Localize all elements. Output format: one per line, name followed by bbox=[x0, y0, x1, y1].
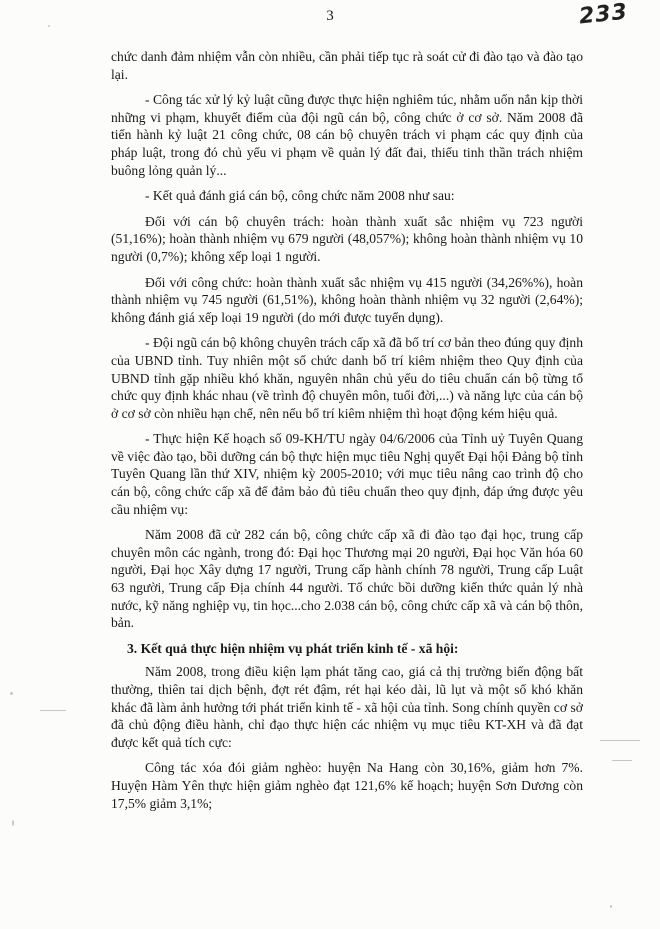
scan-speck bbox=[612, 760, 632, 761]
paragraph: - Đội ngũ cán bộ không chuyên trách cấp xã đã bố trí cơ bản theo đúng quy định của UBND tỉnh. Tuy nhiên một số chức danh bố trí kiêm nhiệm theo Quy định của UBND tỉnh gặp nhiều khó khăn, nguyên nhân chủ yếu do tiêu chuẩn cán bộ từng tổ chức quy định khác nhau (về trình độ chuyên môn, tuổi đời,...) và năng lực của cán bộ ở cơ sở còn nhiều hạn chế, nên nếu bố trí kiêm nhiệm thì hoạt động kém hiệu quả. bbox=[111, 335, 583, 421]
paragraph: - Thực hiện Kế hoạch số 09-KH/TU ngày 04/6/2006 của Tỉnh uỷ Tuyên Quang về việc đào tạo, bồi dưỡng cán bộ thực hiện mục tiêu Nghị quyết Đại hội Đảng bộ tỉnh Tuyên Quang lần thứ XIV, nhiệm kỳ 2005-2010; với mục tiêu nâng cao trình độ cho cán bộ, công chức cấp xã để đảm bảo đủ tiêu chuẩn theo quy định, đáp ứng được yêu cầu nhiệm vụ: bbox=[111, 431, 583, 517]
handwritten-page-mark: 233 bbox=[577, 0, 630, 30]
paragraph: Năm 2008 đã cử 282 cán bộ, công chức cấp xã đi đào tạo đại học, trung cấp chuyên môn các ngành, trong đó: Đại học Thương mại 20 người, Đại học Văn hóa 60 người, Đại học Xây dựng 17 người, Trung cấp hành chính 78 người, Trung cấp Luật 63 người, Trung cấp Địa chính 44 người. Tổ chức bồi dưỡng kiến thức quản lý nhà nước, kỹ năng nghiệp vụ, tin học...cho 2.038 cán bộ, công chức cấp xã và cán bộ thôn, bản. bbox=[111, 527, 583, 631]
section-heading: 3. Kết quả thực hiện nhiệm vụ phát triển kinh tế - xã hội: bbox=[127, 640, 459, 656]
scan-speck bbox=[40, 710, 66, 711]
paragraph: Công tác xóa đói giảm nghèo: huyện Na Hang còn 30,16%, giảm hơn 7%. Huyện Hàm Yên thực hiện giảm nghèo đạt 121,6% kế hoạch; huyện Sơn Dương còn 17,5% giảm 3,1%; bbox=[111, 760, 583, 811]
scan-speck bbox=[48, 25, 50, 27]
paragraph: Đối với công chức: hoàn thành xuất sắc nhiệm vụ 415 người (34,26%%), hoàn thành nhiệm vụ 745 người (61,51%), không hoàn thành nhiệm vụ 32 người (2,64%); không đánh giá xếp loại 19 người (do mới được tuyển dụng). bbox=[111, 274, 583, 325]
paragraph: Năm 2008, trong điều kiện lạm phát tăng cao, giá cả thị trường biến động bất thường, thiên tai dịch bệnh, đợt rét đậm, rét hại kéo dài, lũ lụt và một số khó khăn khác đã làm ảnh hưởng tới phát triển kinh tế - xã hội của tỉnh. Song chính quyền cơ sở đã chủ động điều hành, chỉ đạo thực hiện các nhiệm vụ mục tiêu KT-XH và đã đạt được kết quả tích cực: bbox=[111, 664, 583, 750]
scan-speck bbox=[600, 740, 640, 741]
scan-speck bbox=[10, 692, 13, 695]
body-text bbox=[111, 48, 583, 820]
page-number: 3 bbox=[326, 8, 334, 24]
paragraph: - Công tác xử lý kỷ luật cũng được thực hiện nghiêm túc, nhằm uốn nắn kịp thời những vi phạm, khuyết điểm của đội ngũ cán bộ, công chức ở cơ sở. Năm 2008 đã tiến hành kỷ luật 21 công chức, 08 cán bộ chuyên trách vi phạm các quy định của pháp luật, trong đó chủ yếu vi phạm về quản lý đất đai, thiếu tinh thần trách nhiệm buông lỏng quản lý... bbox=[111, 92, 583, 178]
paragraph: - Kết quả đánh giá cán bộ, công chức năm 2008 như sau: bbox=[145, 188, 455, 204]
scan-speck bbox=[12, 820, 14, 826]
paragraph: chức danh đảm nhiệm vẫn còn nhiều, cần phải tiếp tục rà soát cử đi đào tạo và đào tạo lại. bbox=[111, 49, 583, 82]
paragraph: Đối với cán bộ chuyên trách: hoàn thành xuất sắc nhiệm vụ 723 người (51,16%); hoàn thành nhiệm vụ 679 người (48,057%); không hoàn thành nhiệm vụ 10 người (0,7%); không xếp loại 1 người. bbox=[111, 213, 583, 264]
scan-speck bbox=[610, 905, 612, 908]
